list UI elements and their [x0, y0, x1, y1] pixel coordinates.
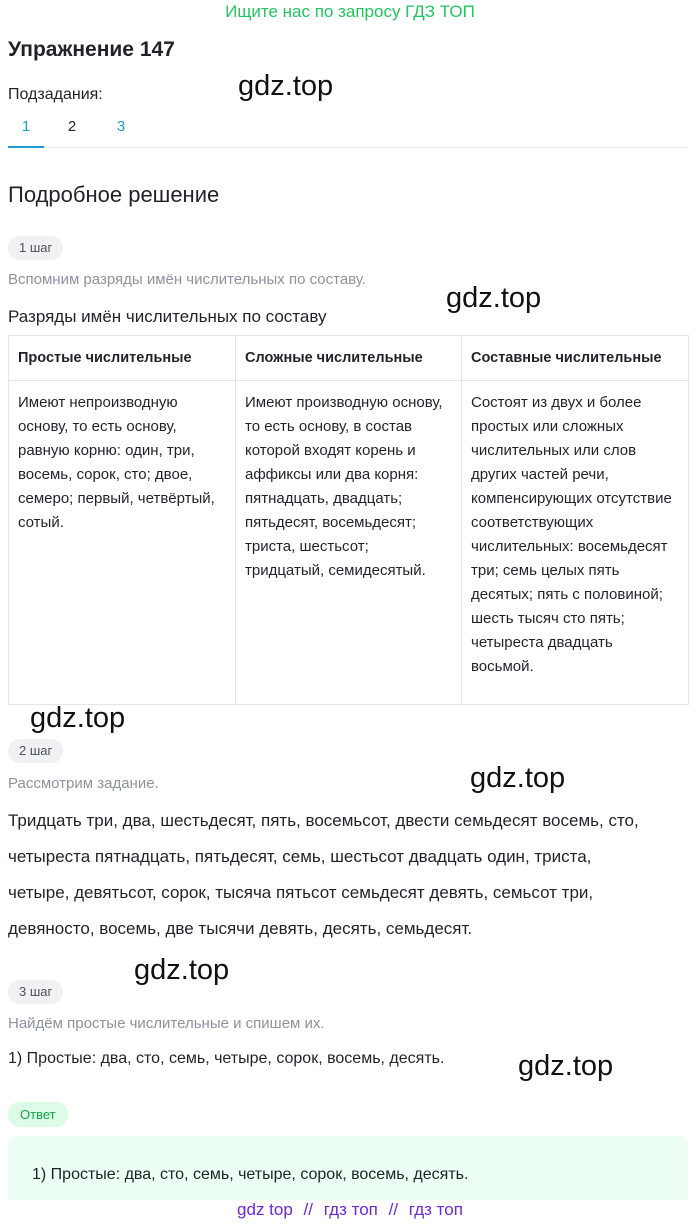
tab-subtask-1[interactable]: 1: [8, 118, 44, 148]
table-cell: Состоят из двух и более простых или сложных числительных или слов других частей речи, компенсирующих отсутствие соответствующих числительных: восемьдесят три; семь целых пять десятых; пять с половиной; шесть тысяч сто пять; четыреста двадцать восьмой.: [462, 381, 689, 705]
task-text: [8, 803, 698, 947]
table-header-cell: Простые числительные: [9, 336, 236, 381]
step-1-badge: 1 шаг: [8, 236, 63, 260]
task-line: Тридцать три, два, шестьдесят, пять, восемьсот, двести семьдесят восемь, сто,: [8, 811, 639, 830]
watermark: gdz.top: [470, 762, 566, 794]
task-line: четыре, девятьсот, сорок, тысяча пятьсот семьдесят девять, семьсот три,: [8, 883, 594, 902]
step-2-hint: Рассмотрим задание.: [8, 775, 159, 792]
table-header-row: [9, 336, 689, 381]
watermark: gdz.top: [134, 954, 230, 986]
footer-link-gdz-top-ru-2[interactable]: гдз топ: [408, 1200, 463, 1219]
answer-box: [8, 1136, 688, 1200]
footer-separator: //: [303, 1200, 313, 1219]
table-header-cell: Составные числительные: [462, 336, 689, 381]
step-3-badge: 3 шаг: [8, 980, 63, 1004]
tab-subtask-2[interactable]: 2: [67, 118, 77, 135]
section-title: Подробное решение: [8, 182, 220, 207]
table-row: [9, 381, 689, 705]
footer-separator: //: [388, 1200, 399, 1219]
footer-link-gdz-top[interactable]: gdz top: [237, 1200, 293, 1219]
task-line: девяносто, восемь, две тысячи девять, десять, семьдесят.: [8, 919, 473, 938]
table-cell: Имеют непроизводную основу, то есть основу, равную корню: один, три, восемь, сорок, сто; двое, семеро; первый, четвёртый, сотый.: [9, 381, 236, 705]
page-title: Упражнение 147: [8, 38, 175, 61]
table-caption: Разряды имён числительных по составу: [8, 307, 327, 326]
step-3-result: 1) Простые: два, сто, семь, четыре, сорок, восемь, десять.: [8, 1050, 445, 1067]
watermark: gdz.top: [238, 70, 334, 102]
watermark: gdz.top: [30, 702, 126, 734]
answer-badge: Ответ: [8, 1102, 68, 1127]
watermark: gdz.top: [518, 1050, 614, 1082]
table-header-cell: Сложные числительные: [236, 336, 462, 381]
step-1-hint: Вспомним разряды имён числительных по составу.: [8, 271, 366, 288]
answer-text: 1) Простые: два, сто, семь, четыре, сорок, восемь, десять.: [32, 1166, 469, 1183]
task-line: четыреста пятнадцать, пятьдесят, семь, шестьсот двадцать один, триста,: [8, 847, 592, 866]
footer-links: [0, 1200, 700, 1220]
footer-link-gdz-top-ru[interactable]: гдз топ: [323, 1200, 378, 1219]
watermark: gdz.top: [446, 282, 542, 314]
subtask-tabs: [8, 116, 686, 148]
top-banner[interactable]: Ищите нас по запросу ГДЗ ТОП: [225, 2, 475, 21]
subtasks-label: Подзадания:: [8, 86, 103, 103]
step-3-hint: Найдём простые числительные и спишем их.: [8, 1015, 325, 1032]
numerals-table: [8, 335, 689, 705]
step-2-badge: 2 шаг: [8, 739, 63, 763]
table-cell: Имеют производную основу, то есть основу, в состав которой входят корень и аффиксы или два корня: пятнадцать, двадцать; пятьдесят, восемьдесят; триста, шестьсот; тридцатый, семидесятый.: [236, 381, 462, 705]
tab-subtask-3[interactable]: 3: [116, 118, 126, 135]
